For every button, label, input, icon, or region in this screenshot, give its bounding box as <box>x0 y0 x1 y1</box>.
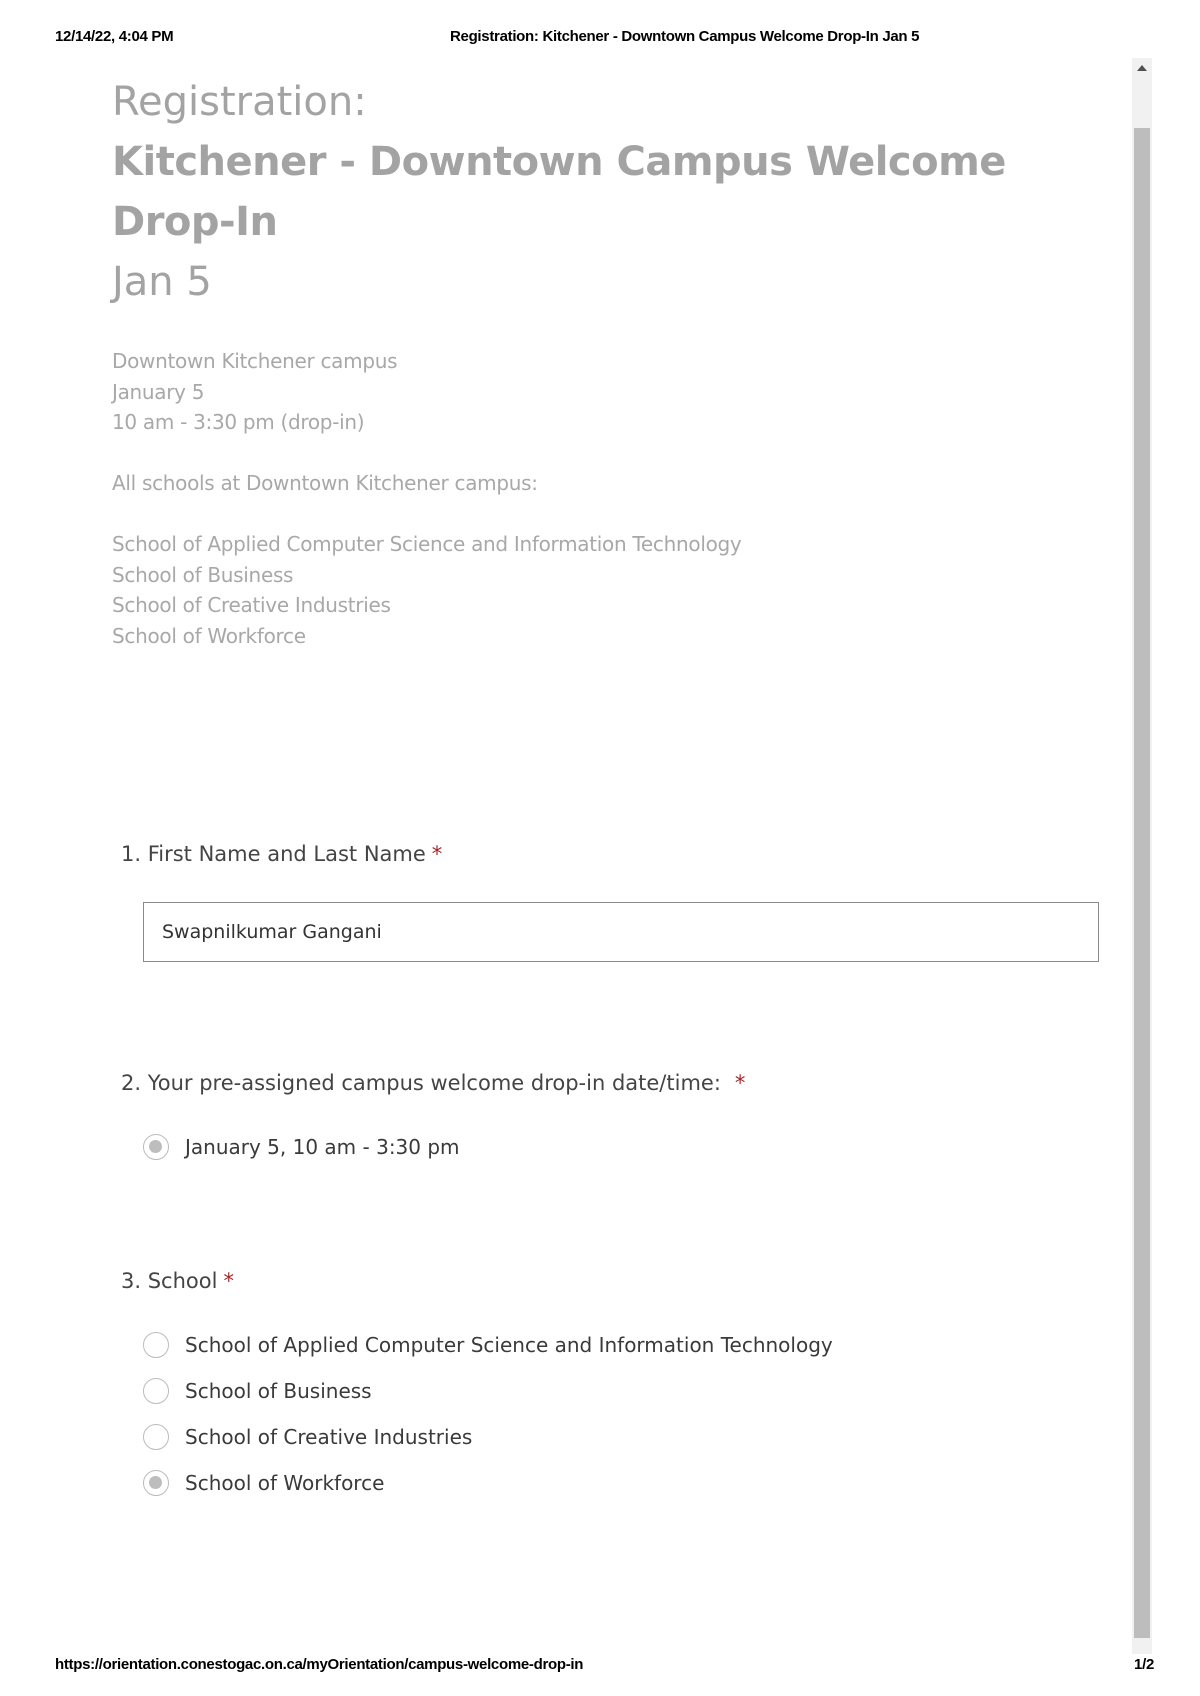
option-label: School of Business <box>185 1379 372 1403</box>
question-2-label <box>121 1071 745 1095</box>
description-schools-intro: All schools at Downtown Kitchener campus: <box>112 471 538 495</box>
option-label: School of Workforce <box>185 1471 385 1495</box>
option-label: January 5, 10 am - 3:30 pm <box>185 1135 460 1159</box>
description-school: School of Applied Computer Science and Information Technology <box>112 532 742 556</box>
school-option-applied-computer-science[interactable] <box>143 1330 833 1360</box>
question-1-text: 1. First Name and Last Name <box>121 842 426 866</box>
required-marker: * <box>734 1071 746 1095</box>
title-date: Jan 5 <box>112 259 212 305</box>
scrollbar-thumb[interactable] <box>1134 128 1150 1638</box>
description-campus: Downtown Kitchener campus <box>112 349 398 373</box>
vertical-scrollbar[interactable] <box>1132 58 1152 1654</box>
full-name-input[interactable]: Swapnilkumar Gangani <box>143 902 1099 962</box>
print-url: https://orientation.conestogac.on.ca/myOrientation/campus-welcome-drop-in <box>55 1656 584 1673</box>
question-1-label <box>121 842 442 866</box>
description-time: 10 am - 3:30 pm (drop-in) <box>112 410 365 434</box>
print-header <box>0 28 1200 52</box>
school-option-business[interactable] <box>143 1376 372 1406</box>
print-footer <box>0 1656 1200 1680</box>
radio-button[interactable] <box>143 1332 169 1358</box>
print-document-title: Registration: Kitchener - Downtown Campus Welcome Drop-In Jan 5 <box>450 28 920 45</box>
required-marker: * <box>431 842 443 866</box>
radio-button-selected[interactable] <box>143 1470 169 1496</box>
description-date: January 5 <box>112 379 205 404</box>
description-school: School of Business <box>112 562 294 587</box>
title-event-name: Kitchener - Downtown Campus Welcome Drop-In <box>112 139 1006 245</box>
option-label: School of Applied Computer Science and Information Technology <box>185 1333 833 1357</box>
page-title <box>112 72 1112 312</box>
question-3-text: 3. School <box>121 1269 218 1293</box>
school-option-workforce[interactable] <box>143 1468 384 1498</box>
question-3-label <box>121 1269 234 1293</box>
radio-button-selected[interactable] <box>143 1134 169 1160</box>
school-option-creative-industries[interactable] <box>143 1422 472 1452</box>
print-page-number: 1/2 <box>1134 1656 1154 1673</box>
question-2-text: 2. Your pre-assigned campus welcome drop-in date/time: <box>121 1071 721 1095</box>
radio-button[interactable] <box>143 1424 169 1450</box>
required-marker: * <box>223 1269 234 1293</box>
title-registration: Registration: <box>112 79 367 125</box>
description-school: School of Creative Industries <box>112 593 391 617</box>
option-label: School of Creative Industries <box>185 1425 473 1449</box>
date-option-jan5[interactable] <box>143 1132 460 1162</box>
description-school: School of Workforce <box>112 623 306 648</box>
scroll-up-arrow-icon[interactable] <box>1132 58 1152 78</box>
radio-button[interactable] <box>143 1378 169 1404</box>
event-description <box>112 346 1012 651</box>
print-datetime: 12/14/22, 4:04 PM <box>55 28 174 45</box>
